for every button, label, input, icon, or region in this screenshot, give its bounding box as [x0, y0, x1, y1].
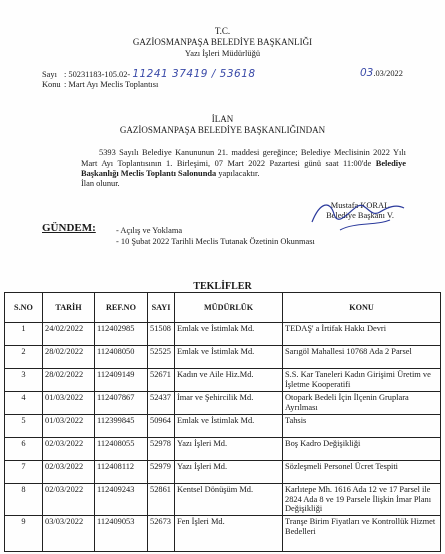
cell-date: 03/03/2022 — [43, 516, 95, 552]
notice-heading — [0, 114, 445, 136]
cell-department: Kentsel Dönüşüm Md. — [175, 484, 283, 516]
cell-subject: Tranşe Birim Fiyatları ve Kontrollük Hizmet Bedelleri — [283, 516, 441, 552]
notice-body-text-2: yapılacaktır. — [216, 169, 260, 178]
cell-ref: 112402985 — [95, 323, 148, 346]
sayi-handwritten: 11241 37419 / 53618 — [132, 68, 256, 80]
cell-date: 24/02/2022 — [43, 323, 95, 346]
signatory-name: Mustafa KORAL — [330, 201, 390, 210]
notice-title: İLAN — [211, 114, 234, 124]
table-row — [5, 369, 441, 392]
cell-department: Yazı İşleri Md. — [175, 461, 283, 484]
cell-sayi: 52978 — [148, 438, 175, 461]
reference-line — [42, 68, 256, 80]
proposals-title: TEKLİFLER — [193, 281, 252, 292]
cell-date: 28/02/2022 — [43, 346, 95, 369]
table-row — [5, 346, 441, 369]
cell-ref: 112408112 — [95, 461, 148, 484]
cell-sayi: 50964 — [148, 415, 175, 438]
cell-subject: TEDAŞ' a İrtifak Hakkı Devri — [283, 323, 441, 346]
cell-date: 02/03/2022 — [43, 484, 95, 516]
cell-sayi: 52673 — [148, 516, 175, 552]
notice-subtitle: GAZİOSMANPAŞA BELEDİYE BAŞKANLIĞINDAN — [119, 125, 326, 135]
cell-department: Kadın ve Aile Hiz.Md. — [175, 369, 283, 392]
col-header: S.NO — [5, 293, 43, 323]
subject-line — [42, 80, 158, 89]
agenda-item: - 10 Şubat 2022 Tarihli Meclis Tutanak Özetinin Okunması — [116, 236, 315, 246]
cell-sno: 4 — [5, 392, 43, 415]
cell-sayi: 52525 — [148, 346, 175, 369]
cell-department: İmar ve Şehircilik Md. — [175, 392, 283, 415]
cell-date: 02/03/2022 — [43, 438, 95, 461]
cell-subject: Tahsis — [283, 415, 441, 438]
date-printed: .03/2022 — [373, 69, 403, 78]
cell-ref: 112409243 — [95, 484, 148, 516]
agenda-item: - Açılış ve Yoklama — [116, 226, 183, 235]
cell-sayi: 52861 — [148, 484, 175, 516]
col-header: MÜDÜRLÜK — [175, 293, 283, 323]
table-row — [5, 323, 441, 346]
cell-subject: S.S. Kar Taneleri Kadın Girişimi Üretim ve İşletme Kooperatifi — [283, 369, 441, 392]
cell-ref: 112409053 — [95, 516, 148, 552]
cell-sno: 2 — [5, 346, 43, 369]
letterhead-department: Yazı İşleri Müdürlüğü — [184, 48, 261, 58]
letterhead-tc: T.C. — [214, 26, 231, 36]
cell-subject: Karlıtepe Mh. 1616 Ada 12 ve 17 Parsel ile 2824 Ada 8 ve 19 Parsele İlişkin İmar Planı Değişikliği — [283, 484, 441, 516]
notice-body-text-1: 5393 Sayılı Belediye Kanununun 21. maddesi gereğince; Belediye Meclisinin 2022 Yılı Mart Ayı Toplantısının 1. Birleşimi, 07 Mart 2022 Pazartesi günü saat 11:00'de — [81, 148, 406, 168]
cell-ref: 112407867 — [95, 392, 148, 415]
table-row — [5, 484, 441, 516]
col-header: SAYI — [148, 293, 175, 323]
agenda-label: GÜNDEM: — [42, 222, 96, 234]
cell-sayi: 52671 — [148, 369, 175, 392]
sayi-value: : 50231183-105.02- — [64, 70, 131, 79]
table-row — [5, 516, 441, 552]
document-date — [360, 67, 403, 79]
cell-sayi: 51508 — [148, 323, 175, 346]
table-row — [5, 415, 441, 438]
cell-department: Yazı İşleri Md. — [175, 438, 283, 461]
col-header: KONU — [283, 293, 441, 323]
cell-sno: 7 — [5, 461, 43, 484]
cell-date: 28/02/2022 — [43, 369, 95, 392]
cell-ref: 112399845 — [95, 415, 148, 438]
notice-body — [81, 148, 406, 180]
cell-department: Emlak ve İstimlak Md. — [175, 415, 283, 438]
sayi-label: Sayı — [42, 70, 57, 79]
cell-date: 02/03/2022 — [43, 461, 95, 484]
date-handwritten: 03 — [360, 67, 374, 79]
cell-subject: Sözleşmeli Personel Ücret Tespiti — [283, 461, 441, 484]
cell-sno: 5 — [5, 415, 43, 438]
cell-department: Emlak ve İstimlak Md. — [175, 346, 283, 369]
notice-body-venue: Belediye Başkanlığı Meclis Toplantı Salonunda — [81, 158, 406, 178]
letterhead-institution: GAZİOSMANPAŞA BELEDİYE BAŞKANLIĞI — [132, 37, 313, 47]
cell-ref: 112408055 — [95, 438, 148, 461]
cell-ref: 112409149 — [95, 369, 148, 392]
cell-subject: Otopark Bedeli İçin İlçenin Gruplara Ayrılması — [283, 392, 441, 415]
cell-sayi: 52979 — [148, 461, 175, 484]
cell-department: Fen İşleri Md. — [175, 516, 283, 552]
proposals-table — [4, 292, 441, 552]
table-row — [5, 392, 441, 415]
cell-subject: Sarıgöl Mahallesi 10768 Ada 2 Parsel — [283, 346, 441, 369]
cell-sno: 6 — [5, 438, 43, 461]
cell-ref: 112408050 — [95, 346, 148, 369]
table-header-row — [5, 293, 441, 323]
cell-subject: Boş Kadro Değişikliği — [283, 438, 441, 461]
cell-sno: 9 — [5, 516, 43, 552]
cell-date: 01/03/2022 — [43, 415, 95, 438]
col-header: REF.NO — [95, 293, 148, 323]
col-header: TARİH — [43, 293, 95, 323]
konu-label: Konu — [42, 80, 61, 89]
cell-sno: 8 — [5, 484, 43, 516]
cell-department: Emlak ve İstimlak Md. — [175, 323, 283, 346]
konu-value: : Mart Ayı Meclis Toplantısı — [64, 80, 159, 89]
cell-sno: 3 — [5, 369, 43, 392]
cell-sayi: 52437 — [148, 392, 175, 415]
letterhead — [0, 26, 445, 59]
agenda-list — [116, 226, 315, 247]
signatory-title: Belediye Başkanı V. — [326, 211, 394, 220]
notice-closing: İlan olunur. — [81, 179, 120, 188]
cell-date: 01/03/2022 — [43, 392, 95, 415]
table-row — [5, 438, 441, 461]
handwritten-signature-icon — [300, 192, 410, 242]
cell-sno: 1 — [5, 323, 43, 346]
table-row — [5, 461, 441, 484]
